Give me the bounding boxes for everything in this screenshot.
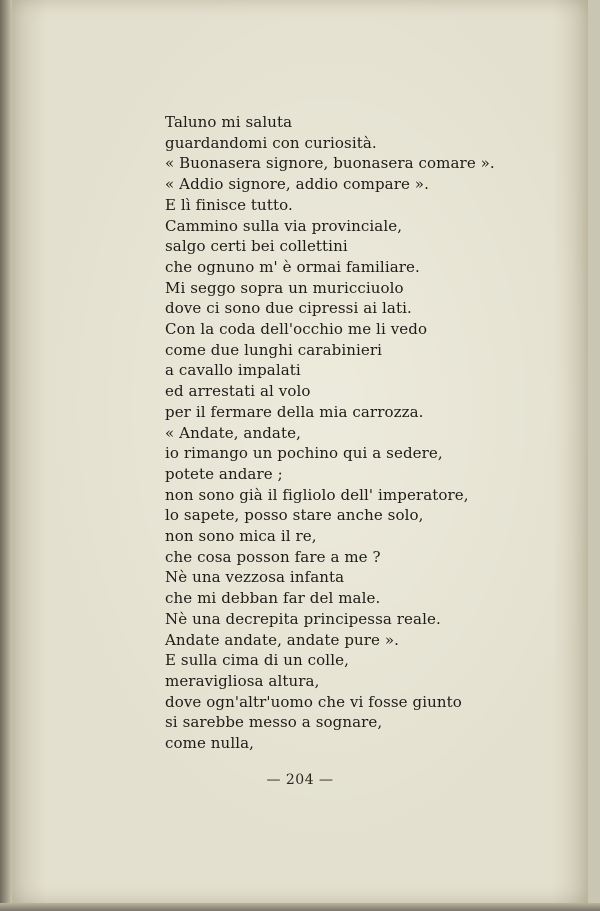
page-bottom-edge (0, 903, 600, 911)
poem-line: guardandomi con curiosità. (165, 133, 377, 152)
poem-line: « Andate, andate, (165, 423, 301, 442)
poem-line: come nulla, (165, 734, 255, 753)
poem-line: meravigliosa altura, (165, 671, 320, 690)
poem-line: ed arrestati al volo (165, 382, 311, 401)
poem-line: E sulla cima di un colle, (165, 651, 349, 670)
poem-line: come due lunghi carabinieri (165, 340, 383, 359)
poem-line: Andate andate, andate pure ». (165, 630, 400, 649)
poem-line: « Addio signore, addio compare ». (165, 175, 429, 194)
poem-line: che mi debban far del male. (165, 589, 381, 608)
poem-line: io rimango un pochino qui a sedere, (165, 444, 443, 463)
poem-text (165, 112, 495, 754)
poem-line: potete andare ; (165, 464, 283, 483)
poem-line: dove ogn'altr'uomo che vi fosse giunto (165, 692, 462, 711)
poem-line: Nè una decrepita principessa reale. (165, 609, 441, 628)
poem-line: non sono già il figliolo dell' imperatore, (165, 485, 469, 504)
poem-line: salgo certi bei collettini (165, 237, 348, 256)
poem-line: non sono mica il re, (165, 527, 317, 546)
poem-line: « Buonasera signore, buonasera comare ». (165, 154, 495, 173)
poem-line: si sarebbe messo a sognare, (165, 713, 383, 732)
poem-line: che ognuno m' è ormai familiare. (165, 257, 420, 276)
poem-line: lo sapete, posso stare anche solo, (165, 506, 424, 525)
poem-line: dove ci sono due cipressi ai lati. (165, 299, 412, 318)
poem-line: E lì finisce tutto. (165, 195, 293, 214)
poem-line: Mi seggo sopra un muricciuolo (165, 278, 404, 297)
poem-line: Con la coda dell'occhio me li vedo (165, 320, 428, 339)
poem-line: per il fermare della mia carrozza. (165, 402, 424, 421)
poem-line: a cavallo impalati (165, 361, 301, 380)
poem-line: Nè una vezzosa infanta (165, 568, 345, 587)
poem-line: Cammino sulla via provinciale, (165, 216, 403, 235)
poem-line: che cosa posson fare a me ? (165, 547, 381, 566)
page-number: — 204 — (266, 772, 334, 788)
poem-line: Taluno mi saluta (165, 113, 293, 131)
